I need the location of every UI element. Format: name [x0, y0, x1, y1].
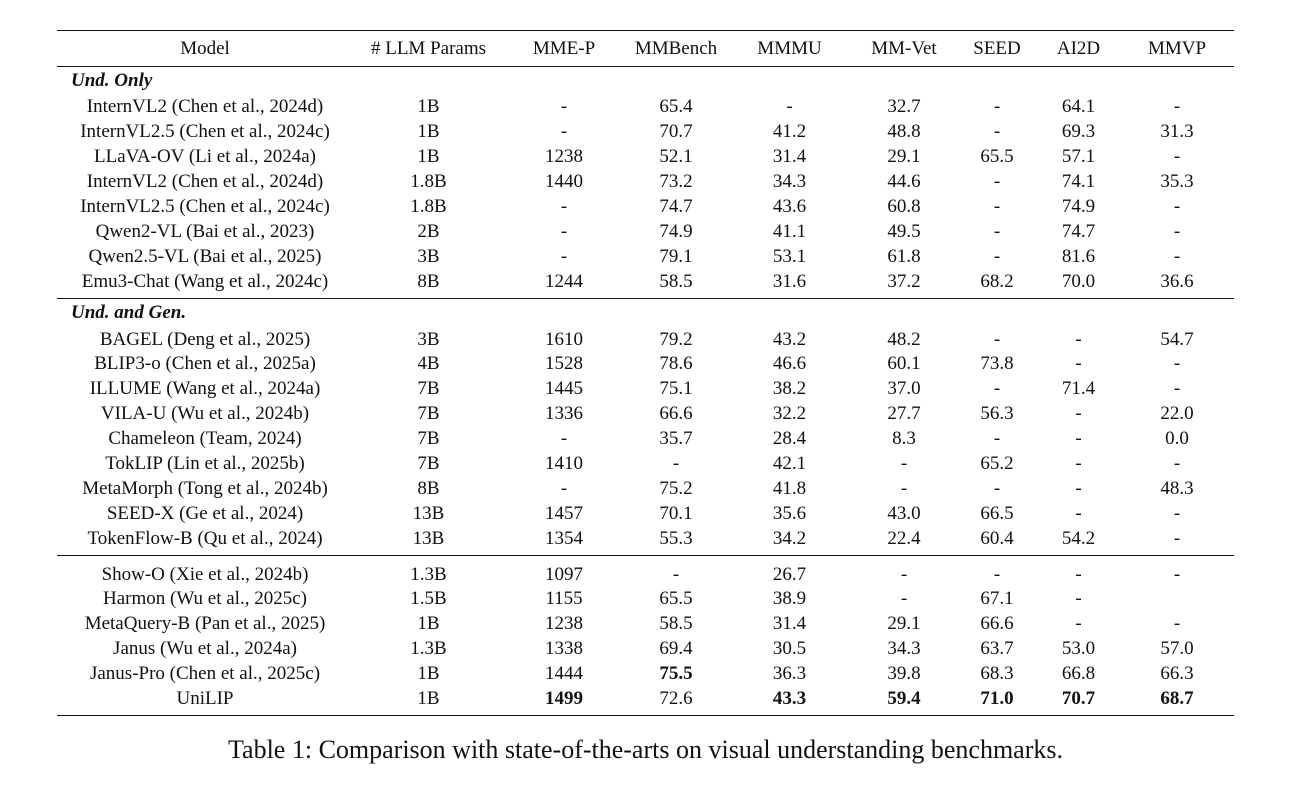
- table-cell: 66.6: [659, 403, 693, 425]
- table-cell: 1097: [504, 556, 624, 587]
- table-cell: 74.7: [1061, 220, 1096, 242]
- table-row: [57, 120, 1234, 145]
- model-name-cell: Harmon (Wu et al., 2025c): [103, 588, 307, 610]
- table-cell: 54.2: [1061, 527, 1096, 549]
- table-cell: -: [1075, 328, 1082, 350]
- table-cell: -: [993, 328, 1001, 350]
- table-cell: 1B: [417, 121, 440, 143]
- table-cell: 71.0: [957, 687, 1037, 716]
- table-cell: 42.1: [772, 453, 807, 475]
- table-cell: -: [1075, 613, 1082, 635]
- table-cell: 59.4: [851, 687, 957, 716]
- table-cell: 1238: [545, 613, 583, 635]
- table-cell: 1244: [545, 270, 583, 292]
- table-cell: 60.8: [887, 196, 921, 217]
- model-name-cell: UniLIP: [57, 687, 353, 716]
- section-title-row: [57, 299, 1234, 328]
- table-row: [57, 269, 1234, 298]
- table-cell: 79.2: [659, 328, 693, 350]
- table-cell: -: [1173, 453, 1181, 475]
- table-cell: 28.4: [772, 428, 807, 450]
- table-cell: 35.7: [659, 428, 693, 450]
- table-cell: -: [1120, 556, 1234, 587]
- table-cell: 1445: [545, 378, 583, 400]
- table-cell: 7B: [417, 378, 440, 400]
- column-header: MMMU: [728, 31, 851, 67]
- table-cell: 48.2: [887, 328, 921, 350]
- model-name-cell: ILLUME (Wang et al., 2024a): [89, 378, 321, 400]
- table-cell: 69.3: [1061, 121, 1096, 143]
- table-cell: 1B: [353, 687, 504, 716]
- table-cell: 43.6: [772, 196, 807, 217]
- table-cell: -: [1173, 220, 1181, 242]
- table-cell: 34.3: [887, 638, 921, 660]
- table-cell: 67.1: [980, 588, 1014, 610]
- table-cell: 34.2: [772, 527, 807, 549]
- table-cell: 75.1: [659, 378, 693, 400]
- table-cell: 48.3: [1160, 477, 1194, 499]
- table-cell: 69.4: [659, 638, 693, 660]
- table-cell: -: [900, 453, 908, 475]
- column-header: MM-Vet: [851, 31, 957, 67]
- table-cell: 71.4: [1061, 378, 1096, 400]
- model-name-cell: InternVL2.5 (Chen et al., 2024c): [80, 196, 330, 217]
- table-cell: 65.2: [980, 453, 1014, 475]
- model-name-cell: Qwen2.5-VL (Bai et al., 2025): [88, 245, 322, 267]
- table-cell: 53.1: [772, 245, 807, 267]
- table-cell: 38.2: [772, 378, 807, 400]
- table-row: [57, 219, 1234, 244]
- table-cell: 0.0: [1165, 428, 1189, 450]
- table-cell: 1B: [417, 96, 440, 118]
- table-cell: -: [560, 121, 568, 143]
- table-cell: 1354: [545, 527, 583, 549]
- table-cell: -: [993, 245, 1001, 267]
- model-name-cell: InternVL2 (Chen et al., 2024d): [86, 171, 324, 193]
- table-cell: 66.5: [980, 502, 1014, 524]
- model-name-cell: Chameleon (Team, 2024): [108, 428, 302, 450]
- table-cell: 31.6: [772, 270, 807, 292]
- table-cell: 1338: [545, 638, 583, 660]
- table-cell: 63.7: [980, 638, 1014, 660]
- table-cell: 1610: [545, 328, 583, 350]
- table-cell: 66.3: [1160, 663, 1194, 685]
- table-cell: -: [560, 477, 568, 499]
- model-name-cell: SEED-X (Ge et al., 2024): [106, 502, 304, 524]
- table-cell: 64.1: [1061, 96, 1096, 118]
- table-row: [57, 556, 1234, 587]
- table-cell: 79.1: [659, 245, 693, 267]
- table-cell: 81.6: [1061, 245, 1096, 267]
- table-cell: -: [993, 378, 1001, 400]
- column-header: MME-P: [504, 31, 624, 67]
- table-cell: 38.9: [772, 588, 807, 610]
- table-cell: 46.6: [772, 353, 807, 375]
- table-cell: 1.3B: [353, 556, 504, 587]
- table-row: [57, 526, 1234, 555]
- table-cell: -: [560, 428, 568, 450]
- table-cell: 73.2: [659, 171, 693, 193]
- table-cell: 43.3: [728, 687, 851, 716]
- table-cell: -: [1075, 403, 1082, 425]
- table-cell: 7B: [417, 403, 440, 425]
- table-cell: -: [1173, 613, 1181, 635]
- table-cell: -: [993, 220, 1001, 242]
- table-cell: 1528: [545, 353, 583, 375]
- table-cell: 60.1: [887, 353, 921, 375]
- table-row: [57, 687, 1234, 716]
- table-cell: 48.8: [887, 121, 921, 143]
- table-cell: 35.6: [772, 502, 807, 524]
- section-title-row: [57, 67, 1234, 96]
- model-name-cell: MetaMorph (Tong et al., 2024b): [82, 477, 328, 499]
- table-cell: 68.2: [980, 270, 1014, 292]
- table-cell: -: [1075, 353, 1082, 375]
- table-cell: -: [1075, 477, 1082, 499]
- table-cell: 36.3: [772, 663, 807, 685]
- table-cell: -: [1075, 502, 1082, 524]
- table-cell: 74.9: [659, 220, 693, 242]
- table-row: [57, 195, 1234, 220]
- table-group: [57, 299, 1234, 556]
- table-cell: 39.8: [887, 663, 921, 685]
- table-caption: Table 1: Comparison with state-of-the-arts on visual understanding benchmarks.: [227, 735, 1064, 764]
- table-group: [57, 556, 1234, 716]
- table-cell: 75.2: [659, 477, 693, 499]
- table-cell: -: [993, 96, 1001, 118]
- table-cell: -: [900, 588, 908, 610]
- table-cell: 31.4: [772, 613, 807, 635]
- column-header: AI2D: [1037, 31, 1120, 67]
- table-cell: 44.6: [887, 171, 921, 193]
- table-cell: 7B: [417, 428, 440, 450]
- table-cell: -: [993, 196, 1001, 217]
- table-cell: 22.4: [887, 527, 921, 549]
- model-name-cell: LLaVA-OV (Li et al., 2024a): [94, 146, 316, 168]
- table-cell: -: [1075, 453, 1082, 475]
- table-cell: 1440: [545, 171, 583, 193]
- table-row: [57, 95, 1234, 120]
- table-cell: -: [1075, 588, 1082, 610]
- table-cell: -: [560, 96, 568, 118]
- table-cell: 43.2: [772, 328, 807, 350]
- table-row: [57, 427, 1234, 452]
- table-cell: 31.3: [1160, 121, 1194, 143]
- table-cell: 4B: [417, 353, 440, 375]
- table-cell: 32.7: [887, 96, 921, 118]
- table-cell: 41.2: [772, 121, 807, 143]
- table-row: [57, 637, 1234, 662]
- table-row: [57, 402, 1234, 427]
- table-cell: 74.1: [1061, 171, 1096, 193]
- table-cell: 1410: [545, 453, 583, 475]
- model-name-cell: Janus-Pro (Chen et al., 2025c): [89, 663, 321, 685]
- model-name-cell: TokenFlow-B (Qu et al., 2024): [87, 527, 323, 549]
- table-cell: 60.4: [980, 527, 1014, 549]
- table-cell: 65.5: [980, 146, 1014, 168]
- model-name-cell: BLIP3-o (Chen et al., 2025a): [94, 353, 316, 375]
- table-cell: -: [957, 556, 1037, 587]
- table-cell: -: [993, 121, 1001, 143]
- table-cell: 65.4: [659, 96, 693, 118]
- table-cell: 36.6: [1160, 270, 1194, 292]
- table-cell: 75.5: [659, 663, 693, 685]
- table-row: [57, 327, 1234, 352]
- table-cell: 61.8: [887, 245, 921, 267]
- table-cell: 54.7: [1160, 328, 1194, 350]
- table-cell: 57.1: [1061, 146, 1096, 168]
- table-cell: 57.0: [1160, 638, 1194, 660]
- table-cell: -: [1173, 245, 1181, 267]
- table-cell: 58.5: [659, 613, 693, 635]
- column-header: SEED: [957, 31, 1037, 67]
- table-cell: 49.5: [887, 220, 921, 242]
- table-row: [57, 377, 1234, 402]
- table-cell: 66.8: [1061, 663, 1096, 685]
- column-header: Model: [57, 31, 353, 67]
- model-name-cell: Qwen2-VL (Bai et al., 2023): [95, 220, 315, 242]
- table-row: [57, 662, 1234, 687]
- model-name-cell: TokLIP (Lin et al., 2025b): [105, 453, 305, 475]
- comparison-table: [57, 30, 1234, 716]
- table-cell: 2B: [417, 220, 440, 242]
- table-cell: -: [851, 556, 957, 587]
- table-cell: 8B: [417, 477, 440, 499]
- table-cell: 3B: [417, 245, 440, 267]
- table-cell: -: [624, 556, 728, 587]
- table-cell: 7B: [417, 453, 440, 475]
- table-cell: 70.7: [659, 121, 693, 143]
- table-cell: 29.1: [887, 146, 921, 168]
- table-group: [57, 67, 1234, 299]
- table-cell: 30.5: [772, 638, 807, 660]
- table-row: [57, 452, 1234, 477]
- table-cell: -: [1173, 353, 1181, 375]
- table-cell: 13B: [412, 502, 445, 524]
- table-cell: -: [993, 171, 1001, 193]
- model-name-cell: MetaQuery-B (Pan et al., 2025): [84, 613, 326, 635]
- column-header: # LLM Params: [353, 31, 504, 67]
- table-row: [57, 476, 1234, 501]
- table-cell: -: [993, 477, 1001, 499]
- section-title: Und. Only: [57, 67, 1234, 96]
- table-cell: 52.1: [659, 146, 693, 168]
- table-cell: 1.8B: [410, 171, 447, 193]
- table-cell: 74.9: [1061, 196, 1096, 217]
- table-cell: 1499: [504, 687, 624, 716]
- table-cell: 41.8: [772, 477, 807, 499]
- table-cell: -: [1173, 527, 1181, 549]
- table-cell: -: [1173, 146, 1181, 168]
- table-cell: 1155: [545, 588, 583, 610]
- table-row: [57, 612, 1234, 637]
- table-cell: 1.3B: [410, 638, 447, 660]
- table-cell: [1120, 587, 1234, 612]
- table-cell: -: [560, 220, 568, 242]
- table-cell: -: [1173, 502, 1181, 524]
- model-name-cell: Show-O (Xie et al., 2024b): [57, 556, 353, 587]
- table-cell: 43.0: [887, 502, 921, 524]
- table-cell: 58.5: [659, 270, 693, 292]
- table-cell: 72.6: [624, 687, 728, 716]
- table-cell: -: [1173, 96, 1181, 118]
- table-cell: -: [560, 196, 568, 217]
- table-cell: -: [1173, 196, 1181, 217]
- model-name-cell: BAGEL (Deng et al., 2025): [99, 328, 311, 350]
- section-title: Und. and Gen.: [57, 299, 1234, 328]
- table-row: [57, 244, 1234, 269]
- table-row: [57, 352, 1234, 377]
- table-cell: -: [672, 453, 680, 475]
- table-cell: 66.6: [980, 613, 1014, 635]
- table-cell: 32.2: [772, 403, 807, 425]
- table-row: [57, 170, 1234, 195]
- model-name-cell: InternVL2 (Chen et al., 2024d): [86, 96, 324, 118]
- table-cell: 1444: [545, 663, 583, 685]
- column-header: MMVP: [1120, 31, 1234, 67]
- table-cell: 68.3: [980, 663, 1014, 685]
- table-cell: 73.8: [980, 353, 1014, 375]
- table-cell: 70.0: [1061, 270, 1096, 292]
- table-cell: 3B: [417, 328, 440, 350]
- table-cell: 70.7: [1037, 687, 1120, 716]
- table-cell: -: [900, 477, 908, 499]
- model-name-cell: Emu3-Chat (Wang et al., 2024c): [81, 270, 329, 292]
- table-cell: 1.8B: [410, 196, 447, 217]
- table-cell: 55.3: [659, 527, 693, 549]
- table-cell: 68.7: [1120, 687, 1234, 716]
- table-cell: -: [993, 428, 1001, 450]
- column-header: MMBench: [624, 31, 728, 67]
- model-name-cell: Janus (Wu et al., 2024a): [113, 638, 297, 660]
- table-cell: 1B: [417, 613, 440, 635]
- table-header-row: [57, 31, 1234, 67]
- table-cell: -: [1173, 378, 1181, 400]
- table-cell: 29.1: [887, 613, 921, 635]
- table-cell: 37.0: [887, 378, 921, 400]
- table-cell: 31.4: [772, 146, 807, 168]
- table-cell: 41.1: [772, 220, 807, 242]
- table-cell: 26.7: [728, 556, 851, 587]
- table-cell: 1B: [417, 663, 440, 685]
- table-row: [57, 587, 1234, 612]
- table-cell: -: [786, 96, 793, 118]
- table-cell: 1336: [545, 403, 583, 425]
- table-cell: 1B: [417, 146, 440, 168]
- table-row: [57, 501, 1234, 526]
- table-cell: 74.7: [659, 196, 693, 217]
- table-cell: 8B: [417, 270, 440, 292]
- table-cell: 53.0: [1061, 638, 1096, 660]
- table-cell: -: [1037, 556, 1120, 587]
- table-cell: 1457: [545, 502, 583, 524]
- table-cell: 22.0: [1160, 403, 1194, 425]
- table-cell: 1.5B: [410, 588, 447, 610]
- table-cell: -: [560, 245, 568, 267]
- table-cell: 56.3: [980, 403, 1014, 425]
- table-cell: 70.1: [659, 502, 693, 524]
- table-cell: 78.6: [659, 353, 693, 375]
- table-cell: 37.2: [887, 270, 921, 292]
- model-name-cell: VILA-U (Wu et al., 2024b): [100, 403, 310, 425]
- table-cell: 65.5: [659, 588, 693, 610]
- table-cell: 13B: [412, 527, 445, 549]
- table-cell: 8.3: [892, 428, 916, 450]
- table-cell: 1238: [545, 146, 583, 168]
- table-row: [57, 145, 1234, 170]
- model-name-cell: InternVL2.5 (Chen et al., 2024c): [80, 121, 330, 143]
- table-cell: 27.7: [887, 403, 921, 425]
- table-cell: 35.3: [1160, 171, 1194, 193]
- table-cell: 34.3: [772, 171, 807, 193]
- table-cell: -: [1075, 428, 1082, 450]
